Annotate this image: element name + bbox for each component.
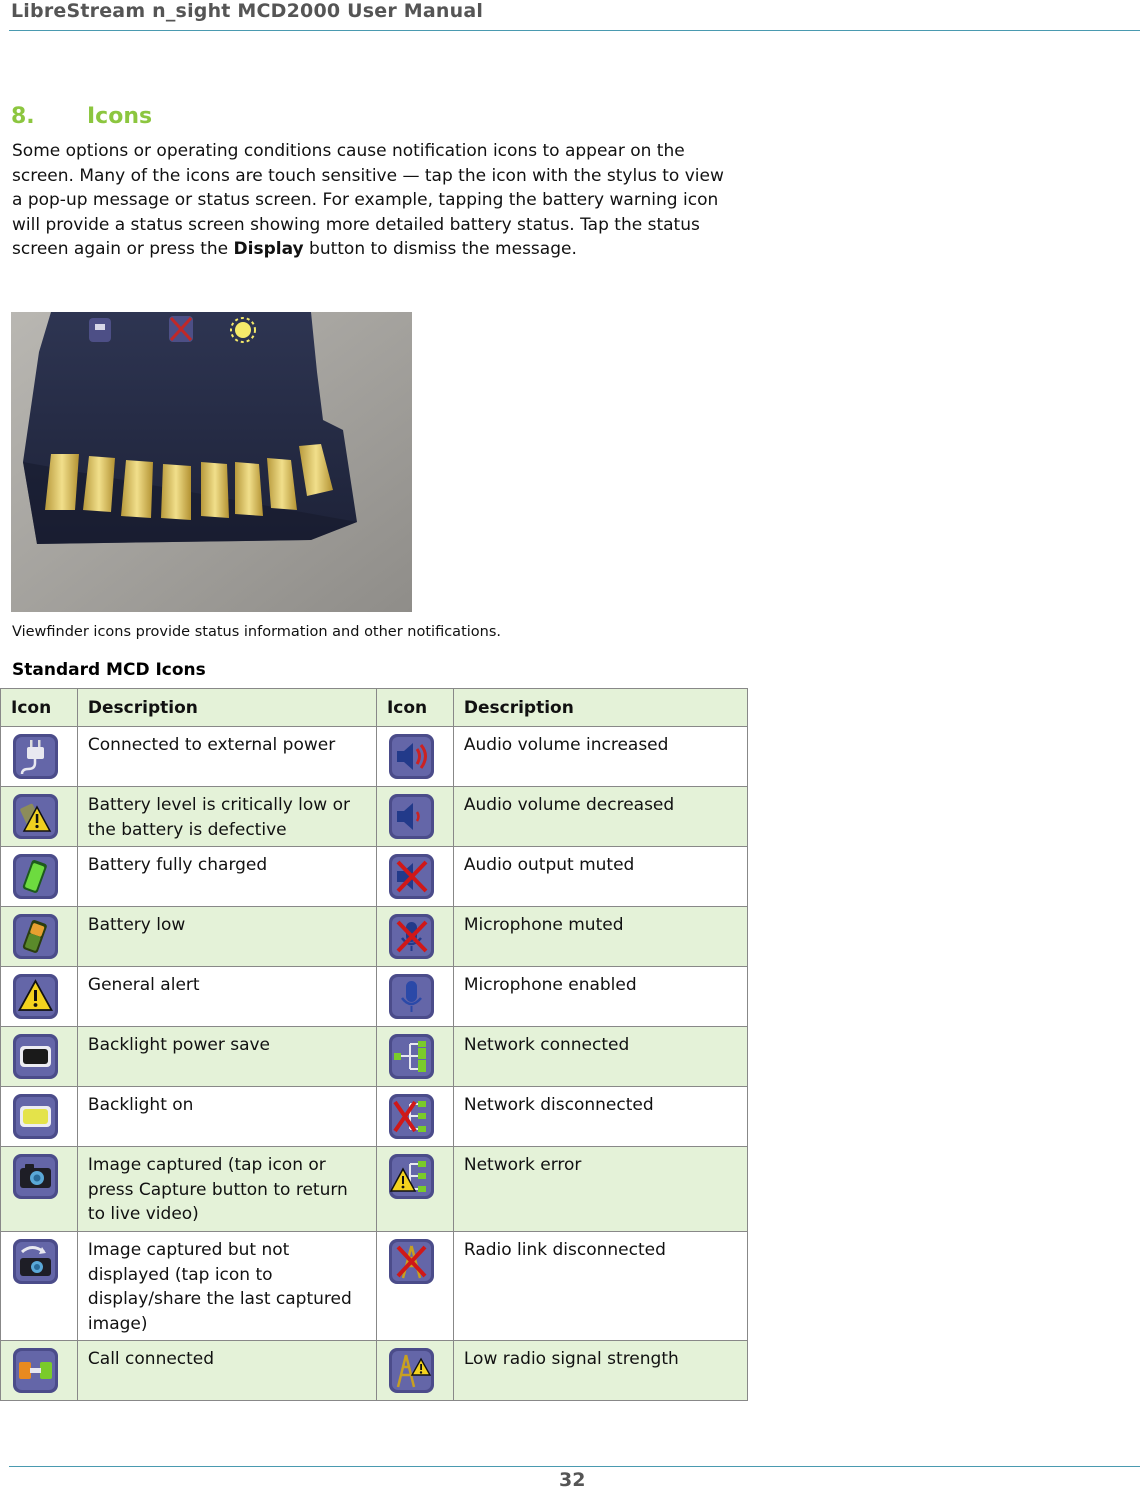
description-cell: Backlight on (77, 1087, 376, 1147)
intro-text-end: button to dismiss the message. (303, 239, 577, 260)
description-cell: Network error (453, 1147, 747, 1232)
header-icon: Icon (1, 689, 78, 727)
table-row (1, 847, 748, 907)
description-cell: Network connected (453, 1027, 747, 1087)
footer-rule (9, 1466, 1140, 1467)
table-row (1, 1027, 748, 1087)
backlight-on-icon (12, 1093, 59, 1140)
icons-table (0, 688, 748, 1401)
microphone-icon (388, 973, 435, 1020)
table-row (1, 727, 748, 787)
table-header-row (1, 689, 748, 727)
description-cell: General alert (77, 967, 376, 1027)
table-row (1, 907, 748, 967)
header-icon: Icon (376, 689, 453, 727)
description-cell: Image captured (tap icon or press Capture button to return to live video) (77, 1147, 376, 1232)
description-cell: Microphone enabled (453, 967, 747, 1027)
network-disconnected-icon (388, 1093, 435, 1140)
figure-caption: Viewfinder icons provide status information and other notifications. (12, 624, 502, 640)
general-alert-icon (12, 973, 59, 1020)
table-row (1, 787, 748, 847)
description-cell: Battery low (77, 907, 376, 967)
low-radio-signal-icon (388, 1347, 435, 1394)
description-cell: Audio volume increased (453, 727, 747, 787)
section-number: 8. (11, 104, 35, 129)
header-description: Description (453, 689, 747, 727)
table-row (1, 1341, 748, 1401)
table-title: Standard MCD Icons (12, 660, 206, 680)
section-title: Icons (87, 104, 153, 129)
intro-text: Some options or operating conditions cause notification icons to appear on the screen. Many of the icons are touch sensitive — tap the icon with the stylus to view a pop-up message or status screen. For example, tapping the battery warning icon will provide a status screen showing more detailed battery status. Tap the status screen again or press the (12, 141, 724, 260)
description-cell: Radio link disconnected (453, 1232, 747, 1341)
power-plug-icon (12, 733, 59, 780)
description-cell: Audio volume decreased (453, 787, 747, 847)
description-cell: Battery fully charged (77, 847, 376, 907)
audio-muted-icon (388, 853, 435, 900)
network-error-icon (388, 1153, 435, 1200)
radio-disconnected-icon (388, 1238, 435, 1285)
description-cell: Microphone muted (453, 907, 747, 967)
viewfinder-photo (11, 312, 412, 612)
volume-down-icon (388, 793, 435, 840)
description-cell: Audio output muted (453, 847, 747, 907)
display-button-name: Display (233, 239, 304, 260)
call-connected-icon (12, 1347, 59, 1394)
intro-paragraph (12, 139, 732, 262)
description-cell: Low radio signal strength (453, 1341, 747, 1401)
description-cell: Network disconnected (453, 1087, 747, 1147)
camera-icon (12, 1153, 59, 1200)
battery-warning-icon (12, 793, 59, 840)
table-row (1, 1147, 748, 1232)
table-row (1, 1232, 748, 1341)
page-number: 32 (559, 1469, 586, 1491)
backlight-save-icon (12, 1033, 59, 1080)
table-row (1, 1087, 748, 1147)
description-cell: Backlight power save (77, 1027, 376, 1087)
description-cell: Battery level is critically low or the battery is defective (77, 787, 376, 847)
network-connected-icon (388, 1033, 435, 1080)
microphone-muted-icon (388, 913, 435, 960)
header-description: Description (77, 689, 376, 727)
volume-up-icon (388, 733, 435, 780)
section-heading (11, 104, 152, 129)
header-rule (9, 30, 1140, 31)
description-cell: Image captured but not displayed (tap icon to display/share the last captured image) (77, 1232, 376, 1341)
battery-low-icon (12, 913, 59, 960)
document-header: LibreStream n_sight MCD2000 User Manual (11, 0, 484, 22)
description-cell: Call connected (77, 1341, 376, 1401)
description-cell: Connected to external power (77, 727, 376, 787)
battery-full-icon (12, 853, 59, 900)
table-row (1, 967, 748, 1027)
camera-not-displayed-icon (12, 1238, 59, 1285)
